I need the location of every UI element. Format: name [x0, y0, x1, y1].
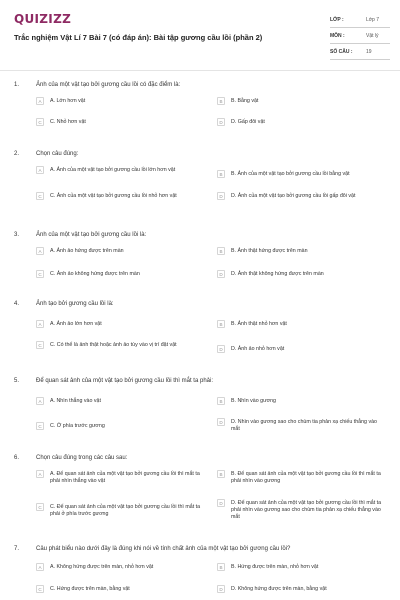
question	[14, 452, 390, 537]
option-letter: B	[217, 247, 225, 255]
question-text: Chọn câu đúng trong các câu sau:	[36, 455, 128, 461]
option-letter: B	[217, 320, 225, 328]
option-text: C. Ở phía trước gương	[50, 422, 105, 429]
question-number: 1.	[14, 82, 20, 88]
question	[14, 229, 390, 289]
question-text: Câu phát biểu nào dưới đây là đúng khi nói về tính chất ảnh của một vật tạo bởi gương cầu lồi?	[36, 546, 291, 552]
quizizz-logo: QUIZIZZ	[14, 12, 72, 26]
question-number: 3.	[14, 232, 20, 238]
option-letter: A	[36, 320, 44, 328]
meta-value: Lớp 7	[366, 16, 380, 23]
question-text: Để quan sát ảnh của một vật tạo bởi gương cầu lồi thì mắt ta phải:	[36, 378, 213, 384]
question	[14, 79, 390, 139]
option-text: C. Hứng được trên màn, bằng vật	[50, 585, 130, 592]
meta-row-count	[330, 44, 390, 60]
option-text: B. Ảnh thật nhỏ hơn vật	[231, 320, 287, 327]
question-number: 7.	[14, 546, 20, 552]
option-a[interactable]	[36, 470, 201, 485]
option-c[interactable]	[36, 341, 196, 349]
option-letter: D	[217, 345, 225, 353]
option-text: D. Để quan sát ảnh của một vật tạo bởi gương cầu lồi thì mắt ta phải nhìn vào gương sao cho chùm tia phản xạ chiếu thẳng vào mắt	[231, 499, 382, 520]
question	[14, 375, 390, 445]
question-text: Ảnh của một vật tạo bởi gương cầu lồi có đặc điểm là:	[36, 82, 181, 88]
option-letter: C	[36, 422, 44, 430]
option-b[interactable]	[217, 397, 387, 405]
option-text: A. Nhìn thẳng vào vật	[50, 397, 101, 404]
option-text: B. Nhìn vào gương	[231, 397, 277, 404]
option-a[interactable]	[36, 97, 206, 105]
option-text: D. Nhìn vào gương sao cho chùm tia phản xạ chiếu thẳng vào mắt	[231, 418, 378, 432]
option-text: C. Ảnh của một vật tạo bởi gương cầu lồi nhỏ hơn vật	[50, 192, 177, 199]
option-text: B. Hứng được trên màn, nhỏ hơn vật	[231, 563, 319, 570]
meta-value: 19	[366, 48, 372, 55]
option-letter: C	[36, 118, 44, 126]
option-letter: B	[217, 397, 225, 405]
option-c[interactable]	[36, 585, 206, 593]
option-text: A. Ảnh của một vật tạo bởi gương cầu lồi lớn hơn vật	[50, 166, 176, 173]
meta-row-subject	[330, 28, 390, 44]
meta-label: SỐ CÂU :	[330, 48, 353, 55]
page-header	[0, 0, 400, 70]
option-letter: A	[36, 166, 44, 174]
question	[14, 148, 390, 223]
option-text: C. Ảnh ảo không hứng được trên màn	[50, 270, 140, 277]
option-d[interactable]	[217, 499, 382, 521]
option-text: D. Ảnh ảo nhỏ hơn vật	[231, 345, 285, 352]
option-letter: B	[217, 563, 225, 571]
question-number: 2.	[14, 151, 20, 157]
option-letter: A	[36, 97, 44, 105]
header-divider	[0, 70, 400, 71]
option-letter: D	[217, 118, 225, 126]
option-letter: D	[217, 270, 225, 278]
meta-box	[330, 12, 390, 60]
option-letter: D	[217, 192, 225, 200]
option-d[interactable]	[217, 585, 387, 593]
option-letter: D	[217, 585, 225, 593]
meta-label: LỚP :	[330, 16, 344, 23]
option-text: D. Ảnh của một vật tạo bởi gương cầu lồi gấp đôi vật	[231, 192, 356, 199]
option-c[interactable]	[36, 192, 196, 200]
option-text: B. Bằng vật	[231, 97, 259, 104]
option-letter: C	[36, 341, 44, 349]
option-letter: C	[36, 192, 44, 200]
option-letter: B	[217, 97, 225, 105]
option-d[interactable]	[217, 345, 387, 353]
option-letter: D	[217, 418, 225, 426]
question-number: 4.	[14, 301, 20, 307]
option-text: C. Nhỏ hơn vật	[50, 118, 86, 125]
option-d[interactable]	[217, 192, 382, 200]
option-c[interactable]	[36, 422, 206, 430]
option-text: B. Ảnh của một vật tạo bởi gương cầu lồi bằng vật	[231, 170, 350, 177]
option-text: A. Lớn hơn vật	[50, 97, 86, 104]
option-d[interactable]	[217, 418, 382, 433]
option-text: D. Không hứng được trên màn, bằng vật	[231, 585, 327, 592]
option-letter: A	[36, 470, 44, 478]
question-number: 5.	[14, 378, 20, 384]
option-letter: C	[36, 585, 44, 593]
question-text: Ảnh tạo bởi gương cầu lồi là:	[36, 301, 114, 307]
option-b[interactable]	[217, 563, 387, 571]
option-a[interactable]	[36, 247, 206, 255]
option-text: C. Để quan sát ảnh của một vật tạo bởi gương cầu lồi thì mắt ta phải ở phía trước gương	[50, 503, 201, 517]
option-letter: C	[36, 503, 44, 511]
option-c[interactable]	[36, 118, 206, 126]
option-text: A. Để quan sát ảnh của một vật tạo bởi gương cầu lồi thì mắt ta phải nhìn thẳng vào vật	[50, 470, 200, 484]
option-a[interactable]	[36, 166, 196, 174]
option-letter: A	[36, 563, 44, 571]
option-b[interactable]	[217, 97, 387, 105]
option-text: D. Gấp đôi vật	[231, 118, 265, 125]
option-d[interactable]	[217, 118, 387, 126]
document-title: Trắc nghiệm Vật Lí 7 Bài 7 (có đáp án): Bài tập gương cầu lồi (phần 2)	[14, 33, 263, 42]
question	[14, 543, 390, 600]
option-text: A. Không hứng được trên màn, nhỏ hơn vật	[50, 563, 154, 570]
option-c[interactable]	[36, 503, 201, 518]
option-b[interactable]	[217, 320, 387, 328]
option-d[interactable]	[217, 270, 387, 278]
option-letter: A	[36, 247, 44, 255]
question-number: 6.	[14, 455, 20, 461]
question-text: Ảnh của một vật tạo bởi gương cầu lồi là:	[36, 232, 147, 238]
meta-value: Vật lý	[366, 32, 379, 39]
option-a[interactable]	[36, 397, 206, 405]
option-b[interactable]	[217, 470, 382, 485]
option-text: A. Ảnh ảo lớn hơn vật	[50, 320, 102, 327]
question	[14, 298, 390, 368]
option-text: B. Ảnh thật hứng được trên màn	[231, 247, 308, 254]
option-text: C. Có thể là ảnh thật hoặc ảnh ảo tùy vào vị trí đặt vật	[50, 341, 177, 348]
option-letter: C	[36, 270, 44, 278]
meta-row-grade	[330, 12, 390, 28]
option-text: D. Ảnh thật không hứng được trên màn	[231, 270, 324, 277]
option-b[interactable]	[217, 170, 387, 178]
option-letter: B	[217, 170, 225, 178]
option-letter: B	[217, 470, 225, 478]
option-a[interactable]	[36, 320, 206, 328]
option-text: B. Để quan sát ảnh của một vật tạo bởi gương cầu lồi thì mắt ta phải nhìn vào gương	[231, 470, 381, 484]
option-text: A. Ảnh ảo hứng được trên màn	[50, 247, 124, 254]
option-letter: D	[217, 499, 225, 507]
option-letter: A	[36, 397, 44, 405]
option-b[interactable]	[217, 247, 387, 255]
meta-label: MÔN :	[330, 32, 345, 39]
question-text: Chọn câu đúng:	[36, 151, 79, 157]
option-c[interactable]	[36, 270, 206, 278]
option-a[interactable]	[36, 563, 206, 571]
